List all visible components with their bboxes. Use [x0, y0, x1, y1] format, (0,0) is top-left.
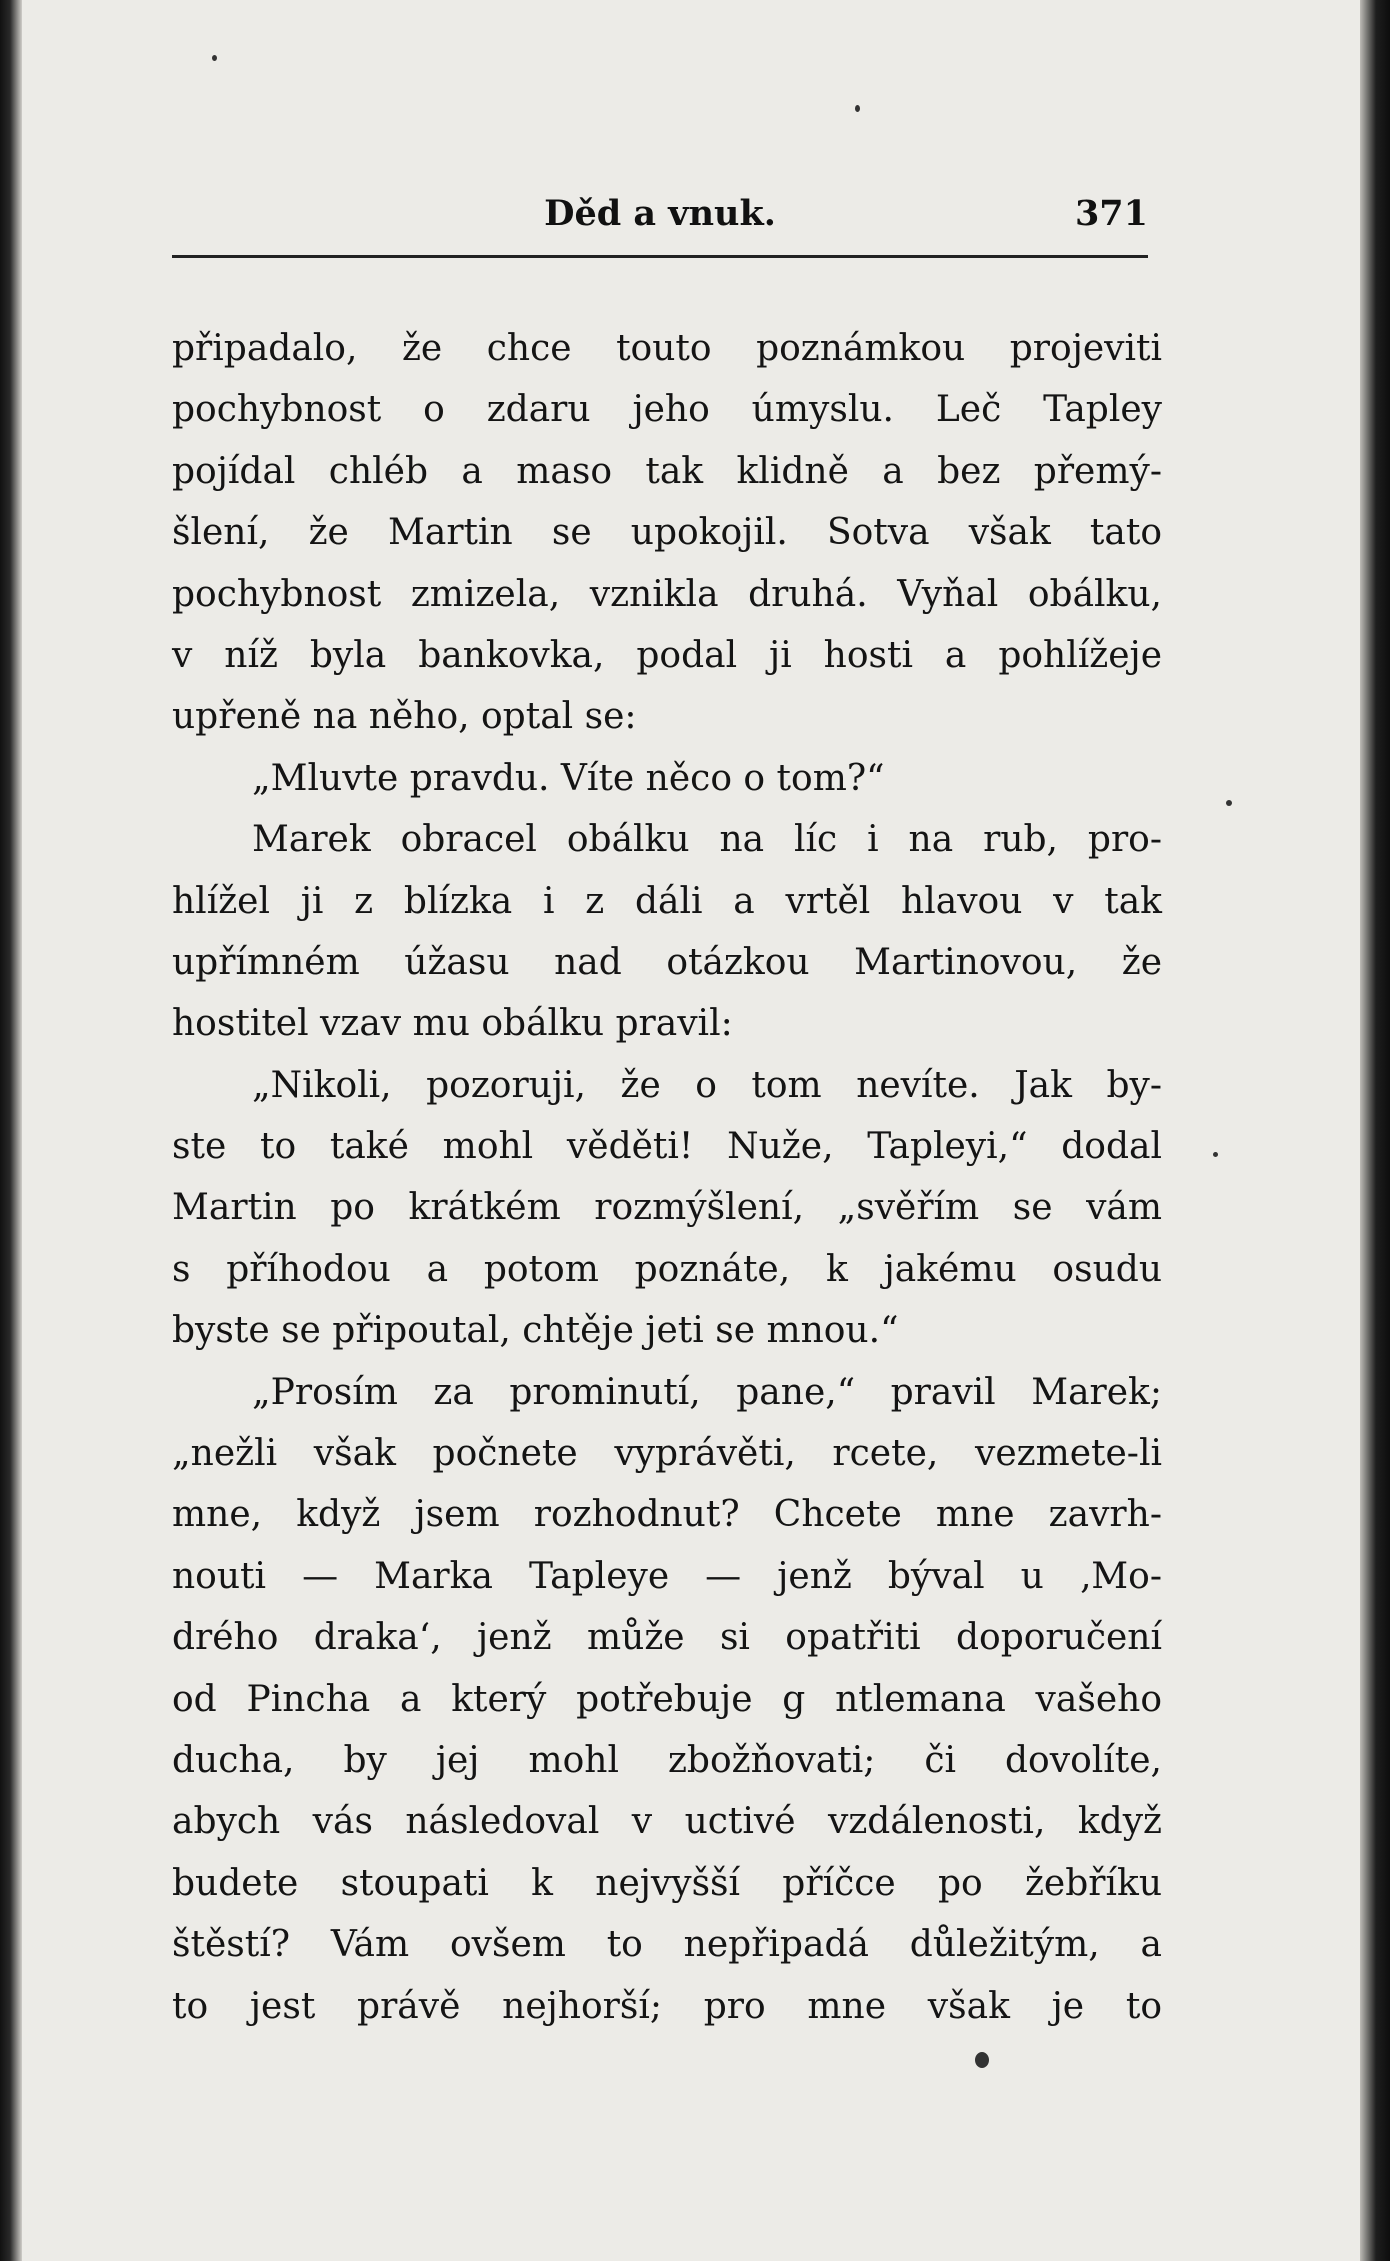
text-line: připadalo, že chce touto poznámkou projeviti [172, 328, 1162, 369]
running-title: Děd a vnuk. [544, 193, 776, 234]
body-text [172, 318, 1162, 2037]
text-line: nouti — Marka Tapleye — jenž býval u ‚Mo- [172, 1555, 1162, 1597]
text-line: v níž byla bankovka, podal ji hosti a pohlížeje [172, 634, 1162, 676]
page-left-edge [0, 0, 22, 2261]
text-line: „nežli však počnete vyprávěti, rcete, vezmete-li [172, 1433, 1162, 1475]
text-line: drého draka‘, jenž může si opatřiti doporučení [172, 1617, 1162, 1659]
ink-speck [855, 105, 860, 112]
text-line: „Prosím za prominutí, pane,“ pravil Marek; [252, 1371, 1162, 1413]
text-line: štěstí? Vám ovšem to nepřipadá důležitým, a [172, 1924, 1162, 1966]
text-line: hlížel ji z blízka i z dáli a vrtěl hlavou v tak [172, 880, 1162, 922]
text-line: „Nikoli, pozoruji, že o tom nevíte. Jak by- [252, 1064, 1162, 1106]
text-line: ste to také mohl věděti! Nuže, Tapleyi,“ dodal [172, 1126, 1162, 1168]
text-line: pochybnost zmizela, vznikla druhá. Vyňal obálku, [172, 573, 1162, 615]
text-line: byste se připoutal, chtěje jeti se mnou.“ [172, 1310, 899, 1352]
text-line: hostitel vzav mu obálku pravil: [172, 1003, 733, 1045]
text-line: upřímném úžasu nad otázkou Martinovou, že [172, 941, 1162, 983]
ink-speck [212, 55, 217, 61]
text-line: ducha, by jej mohl zbožňovati; či dovolíte, [172, 1739, 1162, 1781]
page-header [172, 185, 1148, 245]
ink-speck [975, 2052, 989, 2068]
text-line: pojídal chléb a maso tak klidně a bez přemý- [172, 450, 1162, 492]
page-number: 371 [1074, 193, 1148, 234]
text-line: pochybnost o zdaru jeho úmyslu. Leč Tapley [172, 389, 1162, 431]
text-line: šlení, že Martin se upokojil. Sotva však tato [172, 512, 1162, 554]
text-line: upřeně na něho, optal se: [172, 696, 637, 738]
text-line: „Mluvte pravdu. Víte něco o tom?“ [252, 757, 885, 799]
ink-speck [1213, 1152, 1218, 1157]
text-line: od Pincha a který potřebuje g ntlemana vašeho [172, 1678, 1162, 1720]
text-line: s příhodou a potom poznáte, k jakému osudu [172, 1248, 1162, 1290]
page-right-edge [1360, 0, 1390, 2261]
text-line: budete stoupati k nejvyšší příčce po žebříku [172, 1862, 1162, 1904]
ink-speck [1226, 800, 1232, 806]
header-rule [172, 255, 1148, 258]
text-line: to jest právě nejhorší; pro mne však je to [172, 1985, 1162, 2027]
text-line: mne, když jsem rozhodnut? Chcete mne zavrh- [172, 1494, 1162, 1536]
text-line: Marek obracel obálku na líc i na rub, pro- [252, 819, 1162, 861]
text-line: abych vás následoval v uctivé vzdálenosti, když [172, 1801, 1162, 1843]
text-line: Martin po krátkém rozmýšlení, „svěřím se vám [172, 1187, 1162, 1229]
